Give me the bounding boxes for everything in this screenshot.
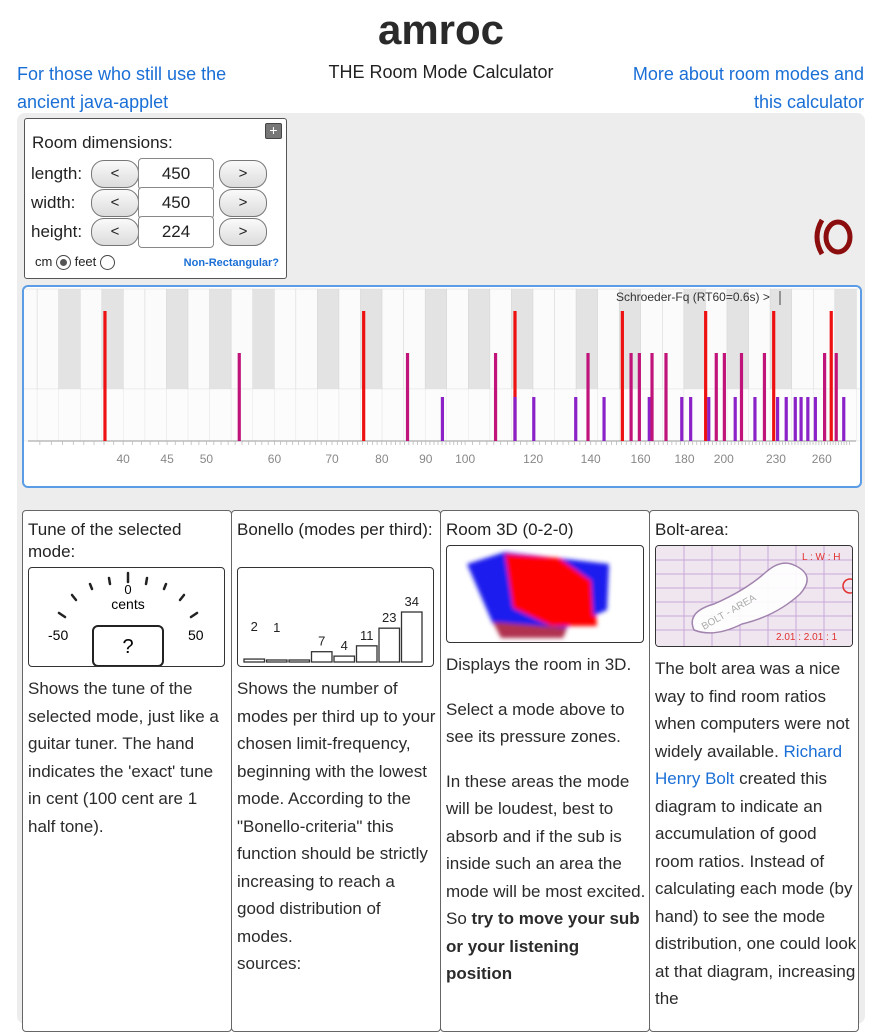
x-tick-label: 160 bbox=[630, 452, 651, 466]
tune-card bbox=[22, 510, 232, 1032]
length-increase-button[interactable]: > bbox=[219, 160, 267, 188]
mode-bar[interactable] bbox=[823, 353, 826, 441]
length-decrease-button[interactable]: < bbox=[91, 160, 139, 188]
mode-bar[interactable] bbox=[513, 397, 516, 441]
width-row bbox=[31, 189, 281, 217]
mode-bar[interactable] bbox=[602, 397, 605, 441]
height-label: height: bbox=[31, 222, 83, 241]
mode-bar[interactable] bbox=[532, 397, 535, 441]
height-input[interactable]: 224 bbox=[138, 216, 214, 248]
height-increase-button[interactable]: > bbox=[219, 218, 267, 246]
room3d-card-title: Room 3D (0-2-0) bbox=[446, 520, 574, 539]
room3d-paragraph-1: Displays the room in 3D. bbox=[446, 655, 632, 674]
x-tick-label: 180 bbox=[674, 452, 695, 466]
mode-bar[interactable] bbox=[814, 397, 817, 441]
mode-bar[interactable] bbox=[776, 397, 779, 441]
room3d-card-text bbox=[446, 651, 646, 988]
bonello-bar bbox=[357, 646, 378, 662]
java-applet-link[interactable]: For those who still use the ancient java-applet bbox=[17, 64, 227, 112]
x-tick-label: 60 bbox=[267, 452, 282, 466]
mode-bar[interactable] bbox=[103, 311, 106, 441]
room3d-paragraph-2: Select a mode above to see its pressure zones. bbox=[446, 699, 625, 746]
bonello-figure bbox=[237, 567, 434, 667]
mode-bar[interactable] bbox=[680, 397, 683, 441]
mode-bar[interactable] bbox=[406, 353, 409, 441]
bonello-bar bbox=[267, 660, 288, 662]
mode-bar[interactable] bbox=[648, 397, 651, 441]
x-tick-label: 45 bbox=[160, 452, 174, 466]
tuner-plus-label: 50 bbox=[188, 627, 204, 643]
mode-bar[interactable] bbox=[621, 311, 624, 441]
mode-chart bbox=[24, 287, 860, 486]
unit-cm-label: cm bbox=[35, 254, 53, 269]
mode-bar[interactable] bbox=[629, 353, 632, 441]
mode-bar[interactable] bbox=[494, 353, 497, 441]
x-tick-label: 140 bbox=[580, 452, 601, 466]
mode-bar[interactable] bbox=[794, 397, 797, 441]
height-decrease-button[interactable]: < bbox=[91, 218, 139, 246]
bonello-card-title: Bonello (modes per third): bbox=[237, 520, 433, 539]
tuner-figure bbox=[28, 567, 225, 667]
bolt-card-text bbox=[655, 655, 857, 1013]
room3d-paragraph-3: In these areas the mode will be loudest, best to absorb and if the sub is inside such an area the mode will be most excited. So bbox=[446, 771, 646, 928]
mode-bar[interactable] bbox=[799, 397, 802, 441]
x-tick-label: 70 bbox=[325, 452, 339, 466]
unit-feet-label: feet bbox=[74, 254, 97, 269]
length-row bbox=[31, 160, 281, 188]
bonello-value-label: 7 bbox=[318, 633, 326, 649]
mode-bar[interactable] bbox=[806, 397, 809, 441]
mode-bar[interactable] bbox=[830, 311, 833, 441]
bonello-value-label: 1 bbox=[273, 620, 281, 635]
mode-bar[interactable] bbox=[785, 397, 788, 441]
bonello-value-label: 2 bbox=[250, 619, 258, 635]
mode-bar[interactable] bbox=[441, 397, 444, 441]
bonello-value-label: 11 bbox=[360, 627, 374, 643]
mode-bar[interactable] bbox=[763, 353, 766, 441]
length-input[interactable]: 450 bbox=[138, 158, 214, 190]
unit-cm-radio[interactable] bbox=[56, 255, 71, 270]
bolt-area-diagram-icon bbox=[656, 546, 852, 646]
schroeder-annotation: Schroeder-Fq (RT60=0.6s) > bbox=[616, 290, 770, 304]
mode-bar[interactable] bbox=[772, 311, 775, 441]
mode-bar[interactable] bbox=[664, 353, 667, 441]
tune-card-paragraph: Shows the tune of the selected mode, just like a guitar tuner. The hand indicates the 'exact' tune in cent (100 cent are 1 half tone). bbox=[28, 679, 219, 836]
width-input[interactable]: 450 bbox=[138, 187, 214, 219]
mode-bar[interactable] bbox=[238, 353, 241, 441]
mode-bar[interactable] bbox=[842, 397, 845, 441]
mode-bar[interactable] bbox=[835, 353, 838, 441]
x-tick-label: 100 bbox=[455, 452, 476, 466]
bonello-bar bbox=[312, 652, 333, 662]
mode-graph[interactable] bbox=[22, 285, 862, 488]
mode-bar[interactable] bbox=[740, 353, 743, 441]
bonello-value-label: 23 bbox=[382, 610, 397, 626]
amroc-logo-icon bbox=[808, 214, 858, 260]
width-increase-button[interactable]: > bbox=[219, 189, 267, 217]
room3d-figure[interactable] bbox=[446, 545, 644, 643]
bonello-bar bbox=[334, 656, 355, 662]
x-tick-label: 200 bbox=[713, 452, 734, 466]
tuner-needle-value: ? bbox=[122, 636, 134, 658]
bolt-card-title: Bolt-area: bbox=[655, 520, 729, 539]
tuner-zero-label: 0 bbox=[124, 582, 132, 597]
x-tick-label: 260 bbox=[811, 452, 832, 466]
bonello-bar bbox=[402, 612, 423, 662]
room3d-advice: try to move your sub or your listening position bbox=[446, 909, 640, 983]
x-tick-label: 230 bbox=[765, 452, 786, 466]
bonello-value-label: 4 bbox=[340, 638, 348, 654]
bonello-bar bbox=[379, 628, 400, 662]
mode-bar[interactable] bbox=[574, 397, 577, 441]
x-tick-label: 120 bbox=[523, 452, 544, 466]
mode-bar[interactable] bbox=[723, 353, 726, 441]
mode-bar[interactable] bbox=[638, 353, 641, 441]
mode-bar[interactable] bbox=[586, 353, 589, 441]
unit-selector bbox=[35, 254, 115, 270]
room-3d-view-icon bbox=[447, 546, 643, 642]
mode-bar[interactable] bbox=[753, 397, 756, 441]
mode-bar[interactable] bbox=[707, 397, 710, 441]
bonello-card-paragraph: Shows the number of modes per third up to your chosen limit-frequency, beginning with the lowest mode. According to the "Bonello-criteria" this function should be strictly increasing to reach a good distribution of modes. bbox=[237, 679, 436, 946]
mode-bar[interactable] bbox=[704, 311, 707, 441]
bolt-paragraph-1: The bolt area was a nice way to find room ratios when computers were not widely available. bbox=[655, 659, 850, 761]
bonello-card bbox=[231, 510, 441, 1032]
x-tick-label: 90 bbox=[419, 452, 433, 466]
bonello-value-label: 34 bbox=[404, 594, 419, 609]
bolt-ratio-label: 2.01 : 2.01 : 1 bbox=[776, 632, 838, 643]
unit-feet-radio[interactable] bbox=[100, 255, 115, 270]
x-tick-label: 50 bbox=[199, 452, 214, 466]
length-label: length: bbox=[31, 164, 83, 183]
mode-bar[interactable] bbox=[362, 311, 365, 441]
tune-card-title: Tune of the selected mode: bbox=[28, 520, 182, 561]
tune-card-text bbox=[28, 675, 228, 840]
bonello-bar bbox=[289, 660, 310, 662]
room3d-card bbox=[440, 510, 650, 1032]
bolt-figure[interactable] bbox=[655, 545, 853, 647]
bonello-bar bbox=[244, 659, 265, 662]
about-room-modes-link[interactable]: More about room modes and this calculator bbox=[632, 64, 864, 112]
height-row bbox=[31, 218, 281, 246]
bolt-card bbox=[649, 510, 859, 1032]
x-tick-label: 80 bbox=[375, 452, 389, 466]
room-dimensions-box bbox=[24, 118, 287, 279]
richard-henry-bolt-link[interactable]: Richard Henry Bolt bbox=[655, 741, 843, 788]
bonello-chart bbox=[238, 568, 433, 666]
mode-bar[interactable] bbox=[715, 353, 718, 441]
mode-bar[interactable] bbox=[734, 397, 737, 441]
bonello-sources-link[interactable]: sources: bbox=[237, 954, 302, 973]
expand-icon[interactable]: + bbox=[265, 123, 282, 139]
bolt-watermark: BOLT - AREA bbox=[700, 592, 759, 633]
x-tick-label: 40 bbox=[116, 452, 130, 466]
width-decrease-button[interactable]: < bbox=[91, 189, 139, 217]
tuner-minus-label: -50 bbox=[48, 627, 69, 643]
bolt-paragraph-2: created this diagram to indicate an accumulation of good room ratios. Instead of calculating each mode (by hand) to see the mode distribution, one could look at that diagram, increasing the bbox=[655, 769, 857, 1008]
width-label: width: bbox=[31, 193, 76, 212]
page-subtitle: THE Room Mode Calculator bbox=[328, 62, 554, 82]
mode-bar[interactable] bbox=[650, 353, 653, 441]
page-title: amroc bbox=[377, 6, 505, 53]
tuner-gauge-icon bbox=[29, 568, 224, 666]
tuner-cents-label: cents bbox=[111, 596, 145, 612]
non-rectangular-link[interactable]: Non-Rectangular? bbox=[183, 257, 279, 269]
mode-bar[interactable] bbox=[689, 397, 692, 441]
room-dimensions-heading: Room dimensions: bbox=[32, 133, 173, 152]
bolt-corner-label: L : W : H bbox=[802, 552, 841, 563]
bonello-card-text bbox=[237, 675, 437, 978]
